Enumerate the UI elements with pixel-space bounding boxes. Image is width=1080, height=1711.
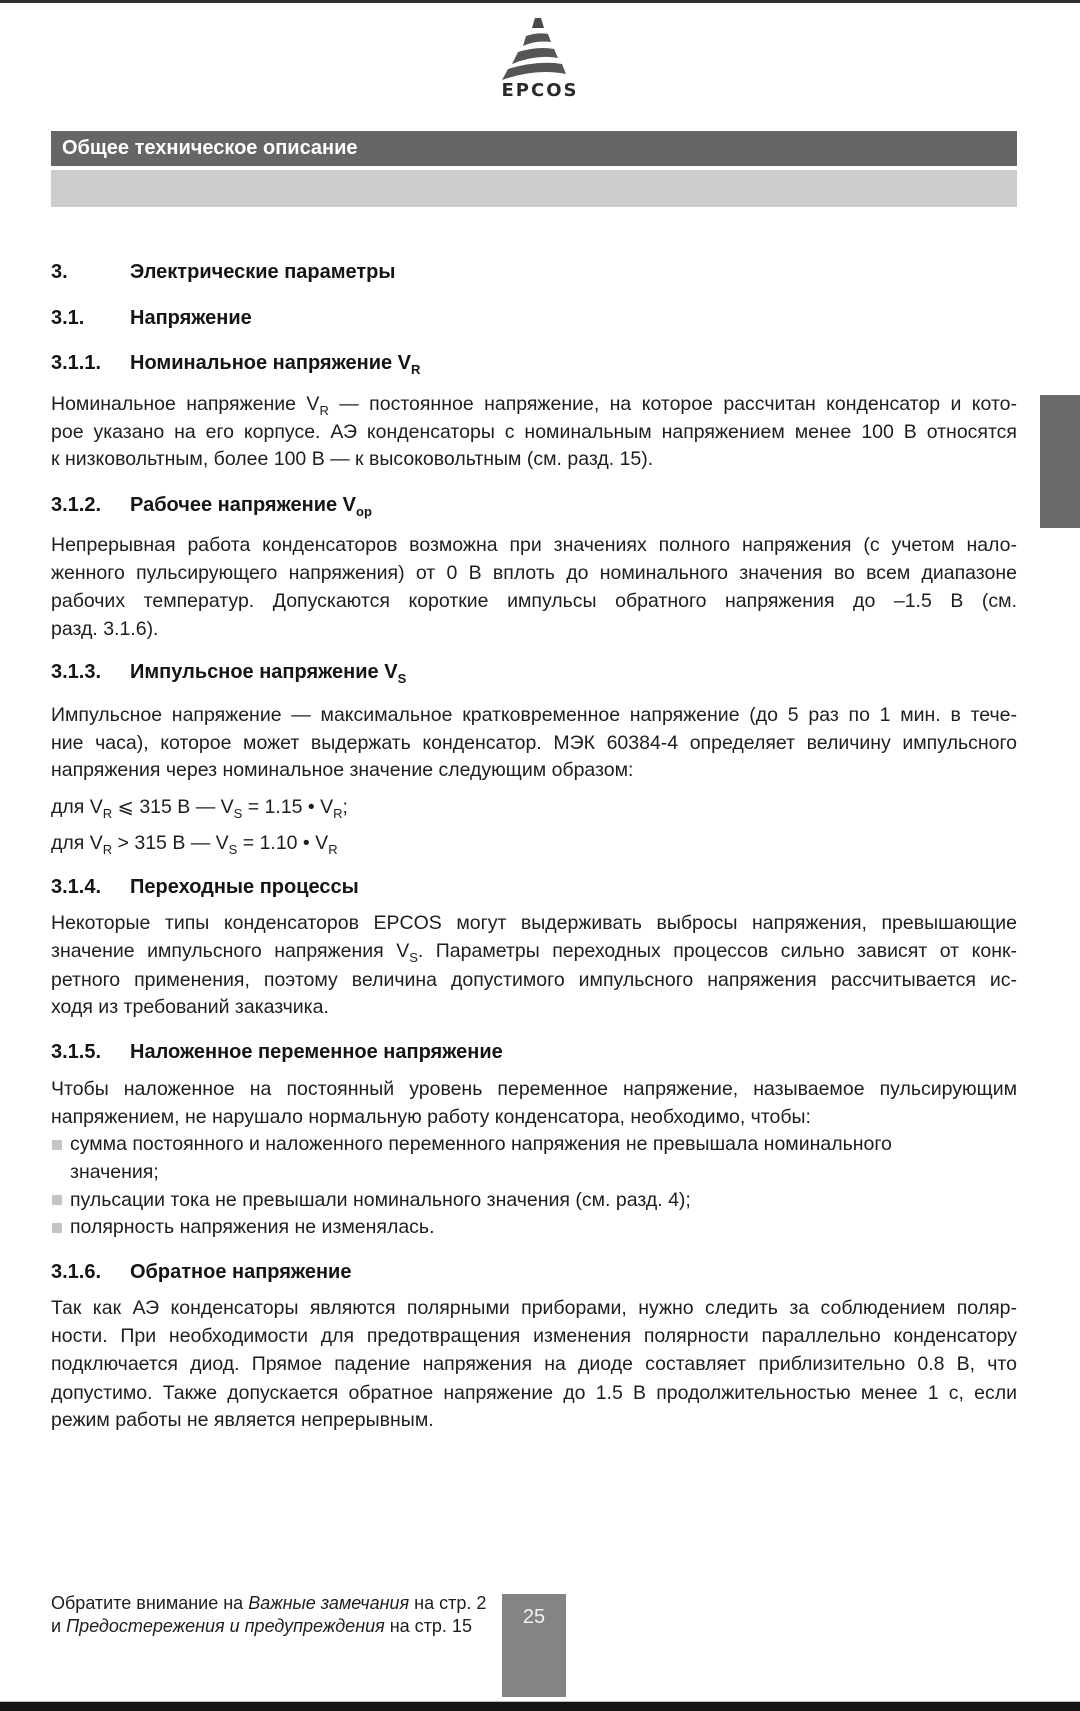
- subscript: R: [411, 362, 421, 377]
- paragraph-line: женного пульсирующего напряжения) от 0 В вплоть до номинального значения во всем диапазоне: [51, 562, 1017, 584]
- paragraph-line: ретного применения, поэтому величина допустимого импульсного напряжения рассчитывается ис-: [51, 969, 1017, 991]
- formula-line: для $V_R > 315$ В — $V_S = 1.10$ • $V_R$: [51, 832, 338, 857]
- epcos-logo: [478, 14, 602, 106]
- section-header-bar: [51, 131, 1017, 166]
- paragraph-line: Так как АЭ конденсаторы являются полярными приборами, нужно следить за соблюдением поляр-: [51, 1297, 1017, 1319]
- heading-number: 3.1.3.: [51, 661, 102, 683]
- paragraph-line: режим работы не является непрерывным.: [51, 1409, 434, 1431]
- paragraph-line: рое указано на его корпусе. АЭ конденсаторы с номинальным напряжением менее 100 В относятся: [51, 421, 1017, 443]
- heading-number: 3.1.1.: [51, 352, 102, 374]
- heading-3-1: [51, 307, 252, 330]
- sub-header-bar: [51, 170, 1017, 207]
- paragraph-line: значение импульсного напряжения $V_S$. Параметры переходных процессов сильно зависят от конк-: [51, 940, 1017, 965]
- footer-note-line-1: Обратите внимание на Важные замечания на стр. 2: [51, 1593, 487, 1613]
- heading-title: Импульсное напряжение V: [130, 661, 398, 683]
- heading-3-1-4: [51, 876, 359, 899]
- paragraph-line: напряжением, не нарушало нормальную работу конденсатора, необходимо, чтобы:: [51, 1106, 811, 1128]
- top-edge: [0, 0, 1080, 3]
- page-number: 25: [522, 1606, 546, 1628]
- bullet-square-icon: [52, 1195, 62, 1205]
- paragraph-line: ние часа), которое может выдержать конденсатор. МЭК 60384-4 определяет величину импульсного: [51, 732, 1017, 754]
- bullet-item: полярность напряжения не изменялась.: [70, 1216, 435, 1238]
- epcos-triangle-logo-icon: [478, 14, 602, 80]
- subscript: S: [397, 671, 407, 686]
- section-header-title: Общее техническое описание: [62, 137, 358, 159]
- heading-number: 3.1.4.: [51, 876, 102, 898]
- paragraph-line: Некоторые типы конденсаторов EPCOS могут выдерживать выбросы напряжения, превышающие: [51, 912, 1017, 934]
- paragraph-line: Номинальное напряжение $V_R$ — постоянное напряжение, на которое рассчитан конденсатор и кото-: [51, 393, 1018, 418]
- heading-number: 3.1.2.: [51, 494, 102, 516]
- bullet-item: сумма постоянного и наложенного переменного напряжения не превышала номинального: [70, 1133, 892, 1155]
- paragraph-line: рабочих температур. Допускаются короткие импульсы обратного напряжения до –1.5 В (см.: [51, 590, 1017, 612]
- bullet-square-icon: [52, 1223, 62, 1233]
- footer-link-cautions-warnings[interactable]: Предостережения и предупреждения: [66, 1616, 385, 1636]
- logo-wordmark: EPCOS: [501, 80, 579, 101]
- paragraph-line: к низковольтным, более 100 В — к высоковольтным (см. разд. 15).: [51, 448, 654, 470]
- paragraph-line: ходя из требований заказчика.: [51, 996, 329, 1018]
- paragraph-line: ности. При необходимости для предотвращения изменения полярности параллельно конденсатору: [51, 1325, 1017, 1347]
- heading-number: 3.: [51, 261, 68, 283]
- paragraph-line: напряжения через номинальное значение следующим образом:: [51, 759, 634, 781]
- heading-number: 3.1.: [51, 307, 85, 329]
- heading-title: Рабочее напряжение V: [130, 494, 357, 516]
- heading-title: Переходные процессы: [130, 876, 359, 898]
- heading-3-1-1: [51, 352, 420, 375]
- heading-3-1-6: [51, 1261, 351, 1284]
- heading-3-1-2: [51, 494, 372, 517]
- bullet-item-continued: значения;: [70, 1161, 159, 1183]
- heading-number: 3.1.6.: [51, 1261, 102, 1283]
- paragraph-line: Чтобы наложенное на постоянный уровень переменное напряжение, называемое пульсирующим: [51, 1078, 1017, 1100]
- heading-3-1-3: [51, 661, 406, 684]
- heading-3: [51, 261, 395, 284]
- footer-note-line-2: и Предостережения и предупреждения на стр. 15: [51, 1616, 472, 1636]
- heading-number: 3.1.5.: [51, 1041, 102, 1063]
- bullet-square-icon: [52, 1140, 62, 1150]
- heading-title: Наложенное переменное напряжение: [130, 1041, 503, 1063]
- bullet-item: пульсации тока не превышали номинального значения (см. разд. 4);: [70, 1189, 691, 1211]
- paragraph-line: Импульсное напряжение — максимальное кратковременное напряжение (до 5 раз по 1 мин. в тече-: [51, 704, 1017, 726]
- formula-line: для $V_R$ ⩽ 315 В — $V_S = 1.15$ • $V_R$;: [51, 796, 348, 821]
- heading-title: Электрические параметры: [130, 261, 396, 283]
- heading-3-1-5: [51, 1041, 503, 1064]
- subscript: op: [356, 504, 372, 519]
- chapter-side-tab: [1040, 395, 1080, 528]
- heading-title: Номинальное напряжение V: [130, 352, 412, 374]
- paragraph-line: допустимо. Также допускается обратное напряжение до 1.5 В продолжительностью менее 1 с, если: [51, 1382, 1017, 1404]
- paragraph-line: подключается диод. Прямое падение напряжения на диоде составляет приблизительно 0.8 В, что: [51, 1353, 1017, 1375]
- paragraph-line: разд. 3.1.6).: [51, 618, 159, 640]
- heading-title: Напряжение: [130, 307, 252, 329]
- paragraph-line: Непрерывная работа конденсаторов возможна при значениях полного напряжения (с учетом нало-: [51, 534, 1017, 556]
- footer-link-important-notes[interactable]: Важные замечания: [248, 1593, 410, 1613]
- heading-title: Обратное напряжение: [130, 1261, 352, 1283]
- page-number-box: [502, 1594, 566, 1697]
